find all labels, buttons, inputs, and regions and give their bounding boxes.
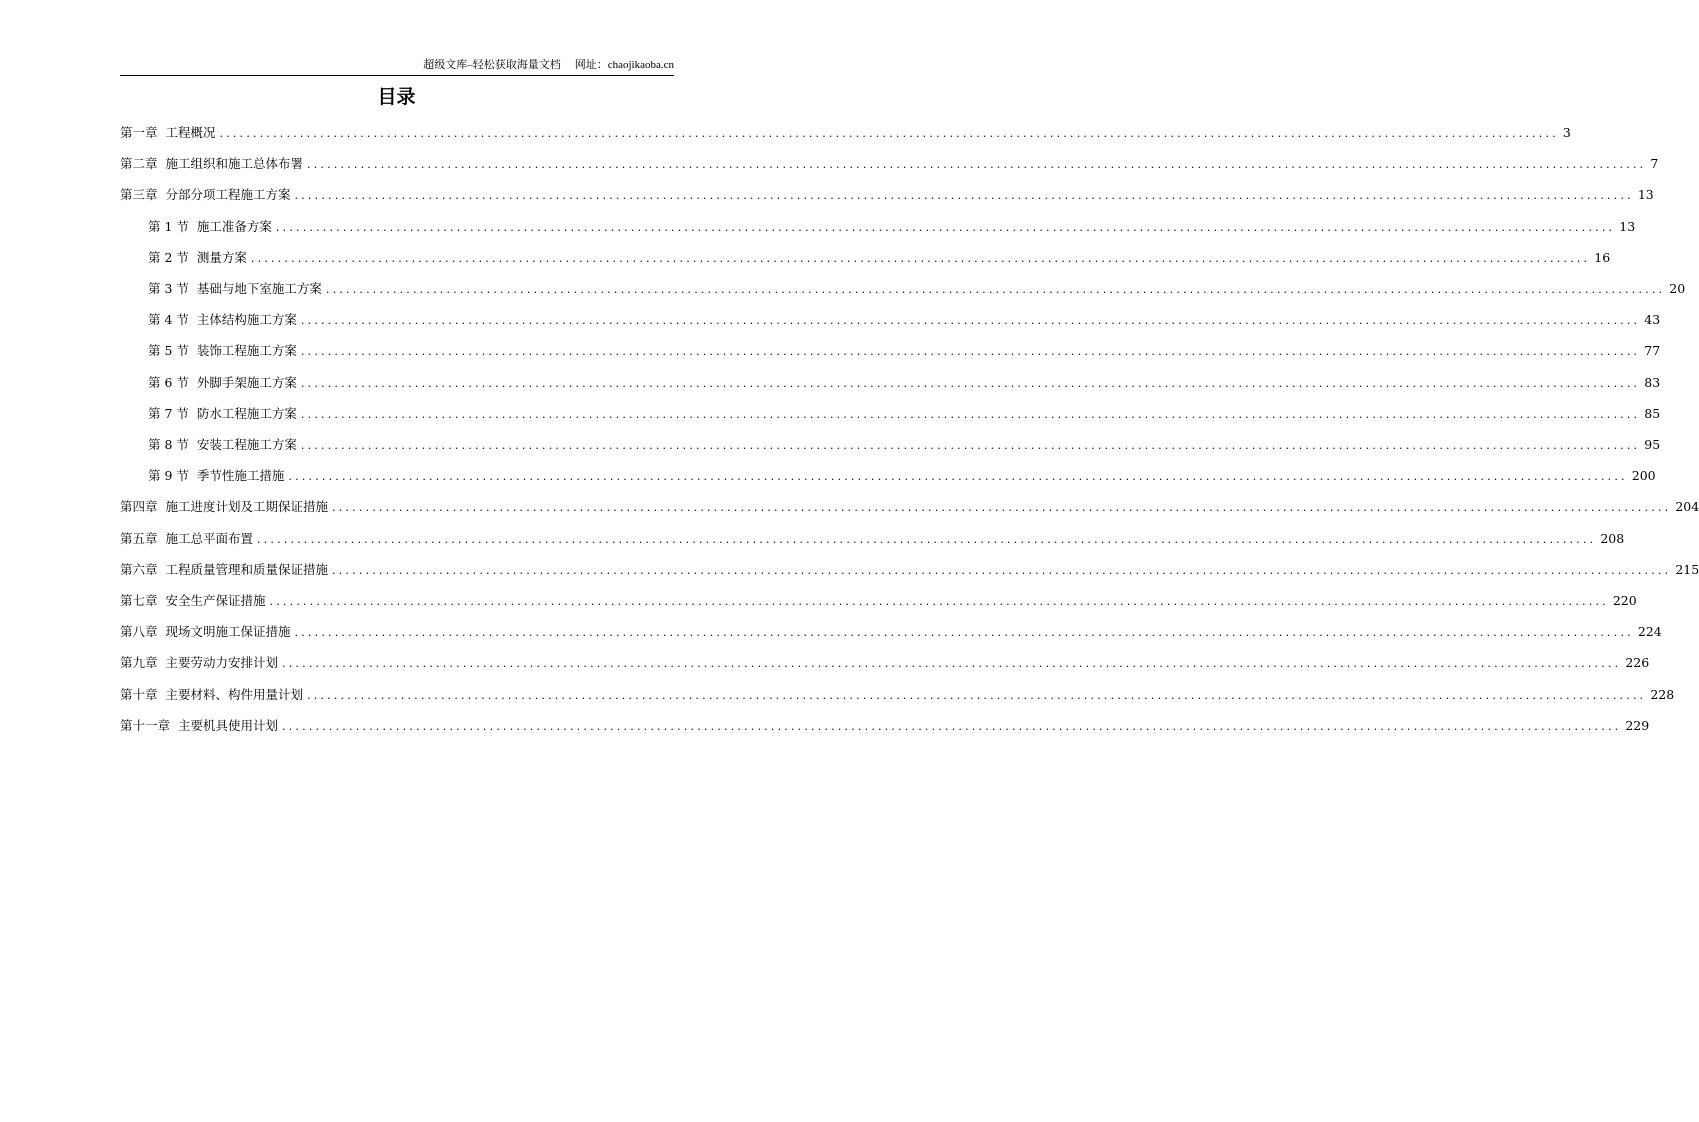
toc-entry-label [120,154,303,174]
toc-entry-title: 施工进度计划及工期保证措施 [165,499,329,515]
toc-entry-title: 施工准备方案 [196,218,272,234]
toc-entry-label [148,404,297,424]
toc-entry-title: 主要机具使用计划 [178,717,279,733]
toc-entry-page: 13 [1637,187,1654,203]
toc-entry-label [148,341,297,361]
toc-entry-number: 第 9 节 [148,468,189,484]
toc-entry-number: 第 2 节 [148,249,189,265]
toc-entry-page: 85 [1644,405,1661,421]
toc-entry[interactable] [148,279,1686,299]
toc-entry-title: 主体结构施工方案 [196,312,297,328]
header-site-name: 超级文库–轻松获取海量文档 [423,59,561,71]
toc-entry-number: 第十一章 [120,717,171,733]
toc-entry-number: 第八章 [120,624,158,640]
toc-entry-title: 基础与地下室施工方案 [196,281,322,296]
toc-entry-page: 13 [1619,218,1636,234]
toc-entry-title: 现场文明施工保证措施 [165,624,291,640]
toc-dot-leader: ........................................................................................................................................................................................................ [288,470,1628,484]
toc-entry[interactable] [148,466,1656,486]
toc-dot-leader: ........................................................................................................................................................................................................ [307,688,1647,702]
toc-entry-page: 43 [1644,312,1661,328]
toc-entry[interactable] [148,404,1661,424]
toc-entry-page: 226 [1625,655,1650,671]
toc-entry-title: 防水工程施工方案 [196,405,297,421]
toc-entry-number: 第 8 节 [148,437,189,452]
toc-entry-number: 第十章 [120,686,158,702]
toc-entry-page: 16 [1594,249,1611,265]
toc-entry-number: 第 7 节 [148,405,189,421]
toc-entry-number: 第九章 [120,655,158,671]
toc-dot-leader: ........................................................................................................................................................................................................ [300,376,1641,390]
toc-entry-label [120,685,303,705]
toc-entry-number: 第三章 [120,187,158,203]
toc-entry[interactable] [148,373,1661,393]
toc-entry[interactable] [120,591,1637,611]
toc-dot-leader: ........................................................................................................................................................................................................ [332,501,1672,515]
toc-entry-page: 204 [1675,499,1699,515]
toc-entry-number: 第 5 节 [148,343,189,359]
toc-dot-leader: ........................................................................................................................................................................................................ [275,220,1616,234]
toc-dot-leader: ........................................................................................................................................................................................................ [294,626,1634,640]
toc-dot-leader: ........................................................................................................................................................................................................ [282,719,1622,733]
toc-entry-label [120,123,216,143]
toc-entry-title: 安全生产保证措施 [165,593,266,608]
toc-entry-label [148,373,297,393]
toc-entry-label [148,435,297,455]
toc-entry-label [148,466,284,486]
toc-entry-number: 第五章 [120,530,158,546]
toc-entry-number: 第 1 节 [148,218,189,234]
toc-dot-leader: ........................................................................................................................................................................................................ [294,189,1634,203]
toc-entry-title: 主要材料、构件用量计划 [165,686,304,702]
toc-dot-leader: ........................................................................................................................................................................................................ [219,127,1559,140]
toc-entry[interactable] [120,685,1675,705]
toc-entry[interactable] [120,123,1571,143]
toc-entry[interactable] [120,154,1659,174]
toc-entry-label [120,560,328,580]
toc-entry-title: 装饰工程施工方案 [196,343,297,359]
toc-entry-page: 77 [1644,343,1661,359]
toc-entry-label [148,217,272,237]
toc-entry-title: 施工总平面布置 [165,530,254,546]
page-title: 目录 [377,86,416,108]
page-header [120,57,674,76]
toc-entry[interactable] [148,435,1661,455]
toc-entry[interactable] [120,560,1699,580]
toc-dot-leader: ........................................................................................................................................................................................................ [257,532,1597,546]
toc-entry[interactable] [120,653,1650,673]
toc-entry[interactable] [148,341,1661,361]
toc-entry-label [120,185,291,205]
toc-entry-number: 第 6 节 [148,374,189,390]
toc-dot-leader: ........................................................................................................................................................................................................ [300,314,1641,328]
toc-entry-page: 208 [1600,530,1625,546]
toc-entry-label [120,653,278,673]
toc-entry[interactable] [120,185,1654,205]
toc-dot-leader: ........................................................................................................................................................................................................ [250,251,1591,265]
header-text [423,57,674,73]
toc-entry-page: 229 [1625,717,1650,733]
toc-entry-label [148,310,297,330]
toc-dot-leader: ........................................................................................................................................................................................................ [307,158,1647,172]
toc-entry-label [120,591,266,611]
toc-entry-title: 季节性施工措施 [196,468,285,484]
toc-entry[interactable] [120,716,1650,736]
toc-entry-title: 施工组织和施工总体布署 [165,156,304,172]
toc-entry-number: 第四章 [120,499,158,515]
toc-entry-number: 第二章 [120,156,158,172]
toc-entry-label [120,622,291,642]
toc-entry-title: 测量方案 [196,249,247,265]
toc-dot-leader: ........................................................................................................................................................................................................ [282,657,1622,671]
toc-entry-page: 95 [1644,437,1661,452]
toc-entry-page: 83 [1644,374,1661,390]
toc-entry-page: 200 [1631,468,1656,484]
toc-dot-leader: ........................................................................................................................................................................................................ [269,595,1609,608]
toc-entry-page: 20 [1669,281,1686,296]
toc-entry[interactable] [148,248,1611,268]
toc-entry-title: 分部分项工程施工方案 [165,187,291,203]
toc-entry-label [148,279,322,299]
toc-dot-leader: ........................................................................................................................................................................................................ [300,439,1641,452]
toc-entry[interactable] [120,622,1662,642]
toc-entry-page: 220 [1612,593,1637,608]
toc-entry-label [148,248,247,268]
toc-entry-page: 224 [1637,624,1662,640]
toc-entry-number: 第 4 节 [148,312,189,328]
header-url: 网址：chaojikaoba.cn [574,59,674,71]
toc-entry-page: 7 [1650,156,1659,172]
toc-entry[interactable] [148,310,1661,330]
toc-entry-title: 工程质量管理和质量保证措施 [165,561,329,577]
toc-entry[interactable] [120,497,1699,517]
toc-entry-title: 安装工程施工方案 [196,437,297,452]
toc-entry-page: 215 [1675,561,1699,577]
toc-dot-leader: ........................................................................................................................................................................................................ [332,563,1672,577]
toc-entry-title: 工程概况 [165,125,216,140]
toc-dot-leader: ........................................................................................................................................................................................................ [325,283,1666,296]
toc-entry-title: 主要劳动力安排计划 [165,655,279,671]
toc-entry[interactable] [148,217,1636,237]
toc-dot-leader: ........................................................................................................................................................................................................ [300,345,1641,359]
toc-entry-number: 第一章 [120,125,158,140]
toc-entry-number: 第七章 [120,593,158,608]
toc-entry-title: 外脚手架施工方案 [196,374,297,390]
toc-entry-page: 3 [1562,125,1571,140]
toc-entry-label [120,716,278,736]
toc-entry-label [120,529,253,549]
toc-entry-number: 第 3 节 [148,281,189,296]
toc-entry-label [120,497,328,517]
toc-entry-number: 第六章 [120,561,158,577]
toc-dot-leader: ........................................................................................................................................................................................................ [300,407,1641,421]
toc-entry[interactable] [120,529,1625,549]
toc-entry-page: 228 [1650,686,1675,702]
